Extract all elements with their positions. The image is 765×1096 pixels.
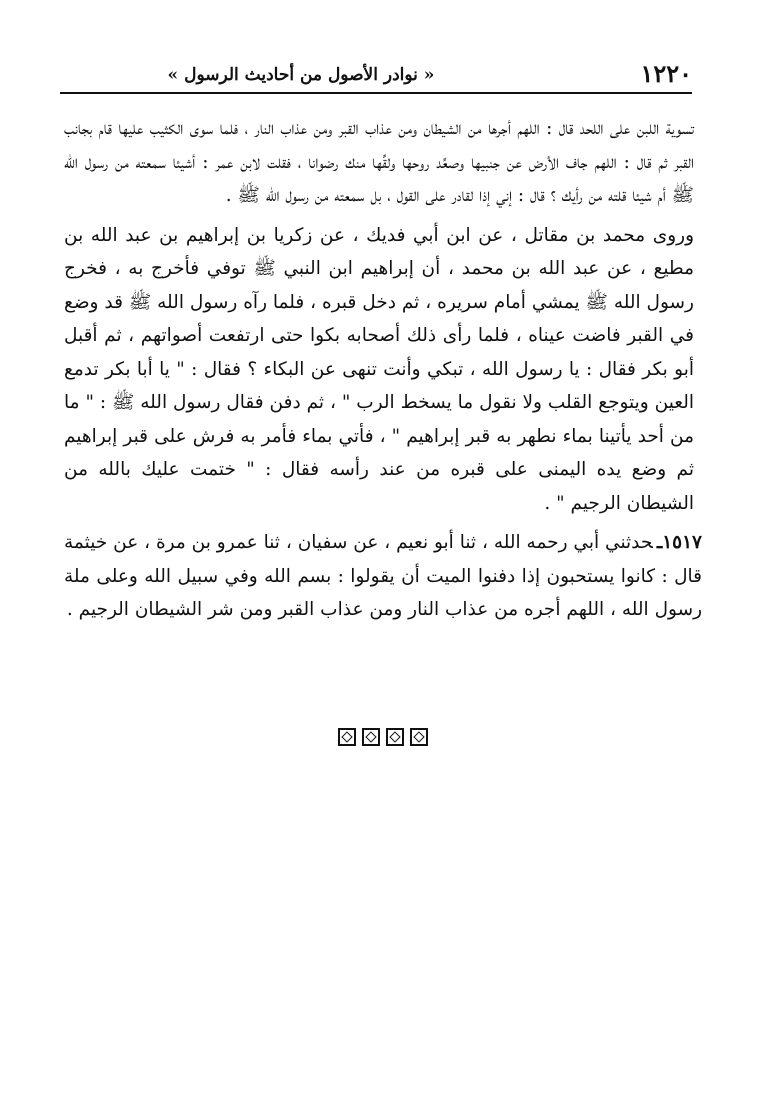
paragraph-2: وروى محمد بن مقاتل ، عن ابن أبي فديك ، عن زكريا بن إبراهيم بن عبد الله بن مطيع ، عن عبد الله بن محمد ، أن إبراهيم ابن النبي ﷺ توفي فأخرج به ، فخرج رسول الله ﷺ يمشي أمام سريره ، ثم دخل قبره ، فلما رآه رسول الله ﷺ قد وضع في القبر فاضت عيناه ، فلما رأى ذلك أصحابه بكوا حتى ارتفعت أصواتهم ، ثم أقبل أبو بكر فقال : يا رسول الله ، تبكي وأنت تنهى عن البكاء ؟ فقال : " يا أبا بكر تدمع العين ويتوجع القلب ولا نقول ما يسخط الرب " ، ثم دفن فقال رسول الله ﷺ : " ما من أحد يأتينا بماء نطهر به قبر إبراهيم " ، فأتي بماء فأمر به فرش على قبر إبراهيم ثم وضع يده اليمنى على قبره من عند رأسه فقال : " ختمت عليك بالله من الشيطان الرجيم " . bbox=[64, 224, 694, 514]
hadith-text: حدثني أبي رحمه الله ، ثنا أبو نعيم ، عن سفيان ، ثنا عمرو بن مرة ، عن خيثمة قال : كانوا يستحبون إذا دفنوا الميت أن يقولوا : بسم الله وفي سبيل الله وعلى ملة رسول الله ، اللهم أجره من عذاب النار ومن عذاب القبر ومن شر الشيطان الرجيم . bbox=[64, 532, 702, 620]
ornament-icon bbox=[362, 728, 380, 746]
ornament-icon bbox=[338, 728, 356, 746]
paragraph-1: تسوية اللبن على اللحد قال : اللهم أجرها من الشيطان ومن عذاب القبر ومن عذاب النار ، فلما سوى الكثيب عليها قام بجانب القبر ثم قال : اللهم جاف الأرض عن جنبيها وصعِّد روحها ولقِّها منك رضوانا ، فقلت لابن عمر : أشيئا سمعته من رسول الله ﷺ أم شيئا قلته من رأيك ؟ قال : إني إذا لقادر على القول ، بل سمعته من رسول الله ﷺ . bbox=[64, 118, 694, 206]
page-header bbox=[60, 60, 692, 94]
page-body bbox=[64, 112, 702, 633]
running-title: « نوادر الأصول من أحاديث الرسول » bbox=[167, 65, 435, 85]
section-separator bbox=[0, 728, 765, 750]
ornament-icon bbox=[410, 728, 428, 746]
ornament-icon bbox=[386, 728, 404, 746]
hadith-number: ١٥١٧ـ bbox=[656, 532, 702, 553]
page-number: ١٢٢٠ bbox=[640, 59, 692, 88]
hadith-entry bbox=[64, 526, 702, 627]
